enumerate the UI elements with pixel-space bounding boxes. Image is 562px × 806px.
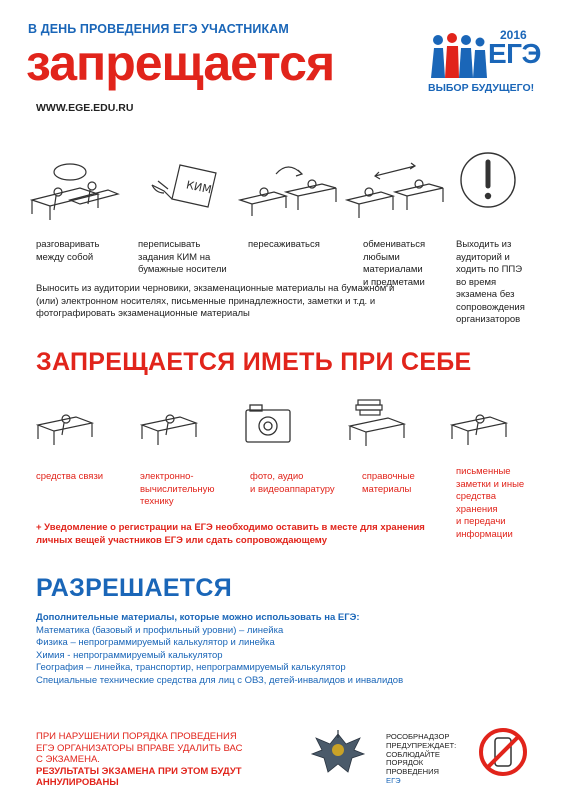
ege-logo <box>428 26 548 98</box>
warning-bold-line: АННУЛИРОВАНЫ <box>36 777 119 788</box>
item-computing: электронно- вычислительную технику <box>140 471 215 507</box>
caption-leaving: Выходить из аудиторий и ходить по ППЭ во время экзамена без сопровождения организаторов <box>456 239 525 325</box>
logo-name: ЕГЭ <box>488 38 541 69</box>
violation-warning <box>36 731 276 789</box>
website-link[interactable]: WWW.EGE.EDU.RU <box>36 102 134 114</box>
header-subtitle: В ДЕНЬ ПРОВЕДЕНИЯ ЕГЭ УЧАСТНИКАМ <box>28 22 289 36</box>
notes-icon <box>450 405 510 450</box>
allowed-item: География – линейка, транспортир, непрограммируемый калькулятор <box>36 662 346 673</box>
allowed-item: Специальные технические средства для лиц с ОВЗ, детей-инвалидов и инвалидов <box>36 674 404 686</box>
books-icon <box>348 398 408 448</box>
warning-bold-line: РЕЗУЛЬТАТЫ ЭКЗАМЕНА ПРИ ЭТОМ БУДУТ <box>36 765 242 777</box>
talking-icon <box>30 160 120 230</box>
item-photo-audio-video: фото, аудио и видеоаппаратуру <box>250 471 335 495</box>
camera-icon <box>244 402 294 447</box>
page-title: запрещается <box>26 35 335 91</box>
agency-line-ege: ЕГЭ <box>386 775 401 785</box>
copying-icon <box>150 163 220 213</box>
warning-line: ЕГЭ ОРГАНИЗАТОРЫ ВПРАВЕ УДАЛИТЬ ВАС <box>36 742 243 754</box>
exchanging-icon <box>345 160 445 225</box>
agency-line: ПОРЯДОК <box>386 758 424 768</box>
allowed-item: Физика – непрограммируемый калькулятор и линейка <box>36 637 275 648</box>
item-reference: справочные материалы <box>362 471 415 495</box>
changing-seats-icon <box>238 156 338 226</box>
warning-line: С ЭКЗАМЕНА. <box>36 754 100 765</box>
exclamation-icon <box>458 150 518 210</box>
materials-paragraph: Выносить из аудитории черновики, экзаменационные материалы на бумажном и (или) электронном носителях, письменные принадлежности, заметки и т.д. и фотографировать экзаменационные материалы <box>36 283 395 319</box>
agency-line: РОСОБРНАДЗОР <box>386 732 450 741</box>
agency-line: ПРОВЕДЕНИЯ <box>386 767 440 777</box>
allowed-item: Математика (базовый и профильный уровни) – линейка <box>36 624 284 636</box>
no-phone-icon <box>478 727 528 777</box>
agency-warning <box>386 733 466 786</box>
logo-tagline: ВЫБОР БУДУЩЕГО! <box>428 82 535 94</box>
agency-line: СОБЛЮДАЙТЕ <box>386 749 440 759</box>
logo-year: 2016 <box>500 28 527 42</box>
item-communication: средства связи <box>36 471 104 482</box>
calculator-icon <box>140 405 200 450</box>
item-notes: письменные заметки и иные средства хранения и передачи информации <box>456 466 525 540</box>
rosobrnadzor-emblem-icon <box>308 728 368 778</box>
caption-talking: разговаривать между собой <box>36 239 100 263</box>
allowed-lead: Дополнительные материалы, которые можно использовать на ЕГЭ: <box>36 612 360 623</box>
caption-changing-seats: пересаживаться <box>248 239 320 250</box>
caption-copying: переписывать задания КИМ на бумажные носители <box>138 239 227 275</box>
forbidden-items-heading: ЗАПРЕЩАЕТСЯ ИМЕТЬ ПРИ СЕБЕ <box>36 348 472 376</box>
warning-line: ПРИ НАРУШЕНИИ ПОРЯДКА ПРОВЕДЕНИЯ <box>36 731 237 742</box>
agency-line: ПРЕДУПРЕЖДАЕТ: <box>386 740 457 750</box>
allowed-list <box>36 612 456 687</box>
allowed-heading: РАЗРЕШАЕТСЯ <box>36 574 232 602</box>
caption-exchanging: обмениваться любыми материалами и предметами <box>363 239 426 288</box>
phone-icon <box>36 405 96 450</box>
registration-note: + Уведомление о регистрации на ЕГЭ необходимо оставить в месте для хранения личных вещей участников ЕГЭ или сдать сопровождающему <box>36 522 425 546</box>
svg-text:КИМ: КИМ <box>185 178 213 197</box>
allowed-item: Химия - непрограммируемый калькулятор <box>36 649 223 661</box>
